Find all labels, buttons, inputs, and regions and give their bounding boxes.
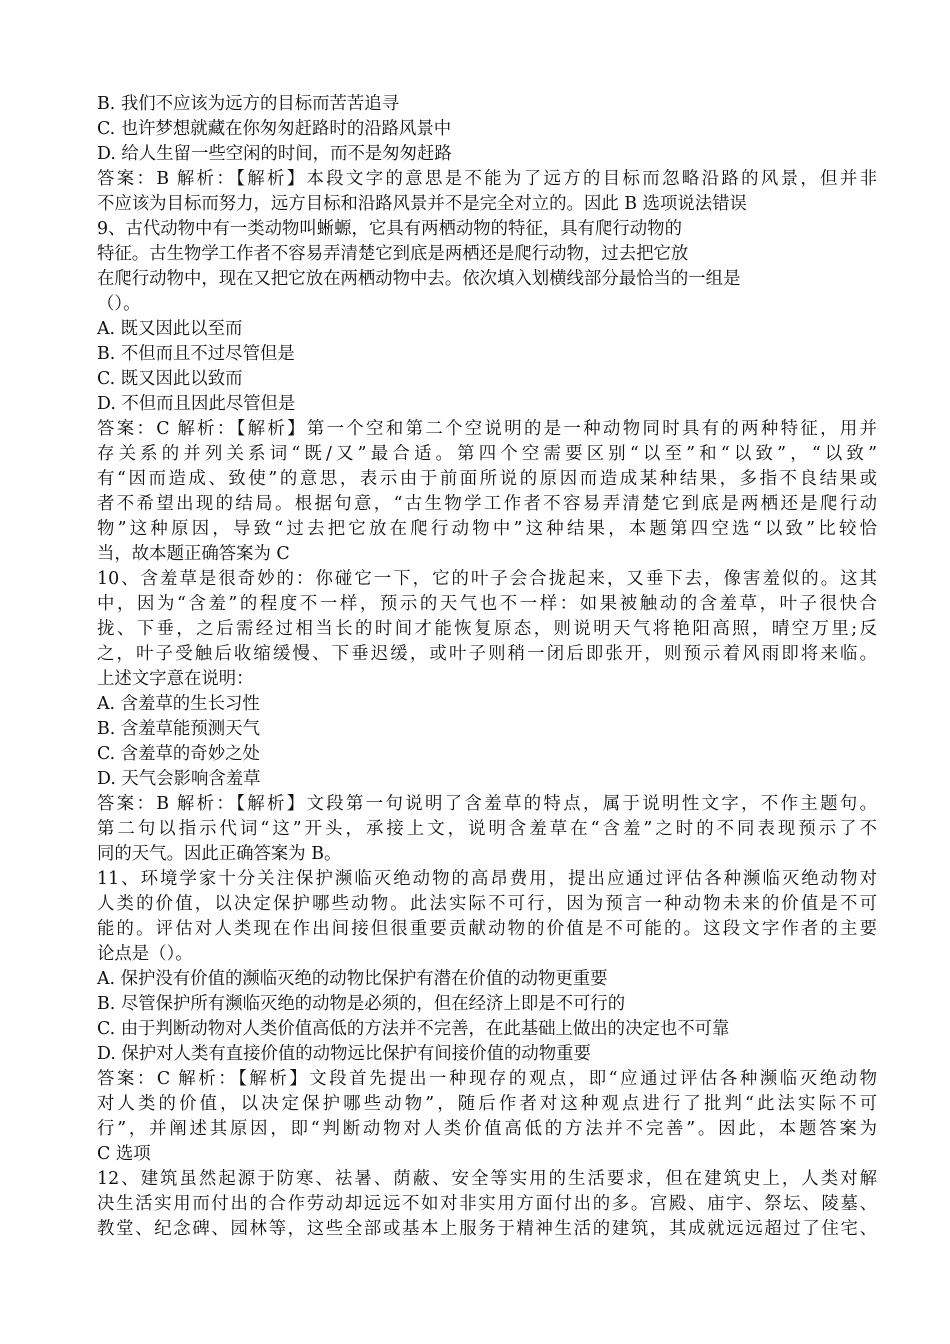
answer-line: 存关系的并列关系词“既/又”最合适。第四个空需要区别“以至”和“以致”，“以致” xyxy=(97,444,877,464)
answer-line: 答案：B 解析：【解析】文段第一句说明了含羞草的特点，属于说明性文字，不作主题句。 xyxy=(97,794,877,814)
option-a: A. 保护没有价值的濒临灭绝的动物比保护有潜在价值的动物更重要 xyxy=(97,969,608,989)
question-9-line: 特征。古生物学工作者不容易弄清楚它到底是两栖还是爬行动物，过去把它放 xyxy=(97,244,689,264)
question-12-line: 决生活实用而付出的合作劳动却远远不如对非实用方面付出的多。宫殿、庙宇、祭坛、陵墓、 xyxy=(97,1194,877,1214)
answer-line: 对人类的价值，以决定保护哪些动物”，随后作者对这种观点进行了批判“此法实际不可 xyxy=(97,1094,877,1114)
question-10-line: 拢、下垂，之后需经过相当长的时间才能恢复原态，则说明天气将艳阳高照，晴空万里;反 xyxy=(97,619,877,639)
question-9-line: 9、古代动物中有一类动物叫蜥螈，它具有两栖动物的特征，具有爬行动物的 xyxy=(97,219,682,239)
answer-line: 不应该为目标而努力，远方目标和沿路风景并不是完全对立的。因此 B 选项说法错误 xyxy=(97,194,747,214)
answer-line: 第二句以指示代词“这”开头，承接上文，说明含羞草在“含羞”之时的不同表现预示了不 xyxy=(97,819,877,839)
answer-line: 答案：B 解析：【解析】本段文字的意思是不能为了远方的目标而忽略沿路的风景，但并非 xyxy=(97,169,877,189)
question-10-line: 之，叶子受触后收缩缓慢、下垂迟缓，或叶子则稍一闭后即张开，则预示着风雨即将来临。 xyxy=(97,644,877,664)
question-10-line: 中，因为“含羞”的程度不一样，预示的天气也不一样：如果被触动的含羞草，叶子很快合 xyxy=(97,594,877,614)
option-a: A. 既又因此以至而 xyxy=(97,319,243,339)
option-b: B. 不但而且不过尽管但是 xyxy=(97,344,295,364)
option-c: C. 也许梦想就藏在你匆匆赶路时的沿路风景中 xyxy=(97,119,452,139)
answer-line: 答案：C 解析：【解析】文段首先提出一种现存的观点，即“应通过评估各种濒临灭绝动物 xyxy=(97,1069,877,1089)
question-11-line: 11、环境学家十分关注保护濒临灭绝动物的高昂费用，提出应通过评估各种濒临灭绝动物对 xyxy=(97,869,877,889)
option-d: D. 不但而且因此尽管但是 xyxy=(97,394,296,414)
option-b: B. 尽管保护所有濒临灭绝的动物是必须的，但在经济上即是不可行的 xyxy=(97,994,626,1014)
option-c: C. 既又因此以致而 xyxy=(97,369,243,389)
option-d: D. 给人生留一些空闲的时间，而不是匆匆赶路 xyxy=(97,144,452,164)
document-page xyxy=(97,92,877,1242)
option-c: C. 含羞草的奇妙之处 xyxy=(97,744,260,764)
answer-line: C 选项 xyxy=(97,1144,151,1164)
answer-line: 有“因而造成、致使”的意思，表示由于前面所说的原因而造成某种结果，多指不良结果或 xyxy=(97,469,877,489)
question-9-line: 在爬行动物中，现在又把它放在两栖动物中去。依次填入划横线部分最恰当的一组是 xyxy=(97,269,741,289)
answer-line: 同的天气。因此正确答案为 B。 xyxy=(97,844,342,864)
answer-line: 当，故本题正确答案为 C xyxy=(97,544,290,564)
answer-line: 者不希望出现的结局。根据句意，“古生物学工作者不容易弄清楚它到底是两栖还是爬行动 xyxy=(97,494,877,514)
question-12-line: 12、建筑虽然起源于防寒、祛暑、荫蔽、安全等实用的生活要求，但在建筑史上，人类对解 xyxy=(97,1169,877,1189)
question-9-line: （）。 xyxy=(97,294,141,314)
answer-line: 物”这种原因，导致“过去把它放在爬行动物中”这种结果，本题第四空选“以致”比较恰 xyxy=(97,519,877,539)
question-11-line: 能的。评估对人类现在作出间接但很重要贡献动物的价值是不可能的。这段文字作者的主要 xyxy=(97,919,877,939)
option-d: D. 天气会影响含羞草 xyxy=(97,769,261,789)
option-a: A. 含羞草的生长习性 xyxy=(97,694,260,714)
question-12-line: 教堂、纪念碑、园林等，这些全部或基本上服务于精神生活的建筑，其成就远远超过了住宅、 xyxy=(97,1219,877,1239)
question-10-line: 上述文字意在说明： xyxy=(97,669,254,689)
option-b: B. 我们不应该为远方的目标而苦苦追寻 xyxy=(97,94,400,114)
question-10-line: 10、含羞草是很奇妙的：你碰它一下，它的叶子会合拢起来，又垂下去，像害羞似的。这其 xyxy=(97,569,877,589)
answer-line: 答案：C 解析：【解析】第一个空和第二个空说明的是一种动物同时具有的两种特征，用并 xyxy=(97,419,877,439)
option-c: C. 由于判断动物对人类价值高低的方法并不完善，在此基础上做出的决定也不可靠 xyxy=(97,1019,730,1039)
answer-line: 行”，并阐述其原因，即“判断动物对人类价值高低的方法并不完善”。因此，本题答案为 xyxy=(97,1119,877,1139)
option-b: B. 含羞草能预测天气 xyxy=(97,719,260,739)
question-11-line: 论点是（）。 xyxy=(97,944,193,964)
option-d: D. 保护对人类有直接价值的动物远比保护有间接价值的动物重要 xyxy=(97,1044,591,1064)
question-11-line: 人类的价值，以决定保护哪些动物。此法实际不可行，因为预言一种动物未来的价值是不可 xyxy=(97,894,877,914)
